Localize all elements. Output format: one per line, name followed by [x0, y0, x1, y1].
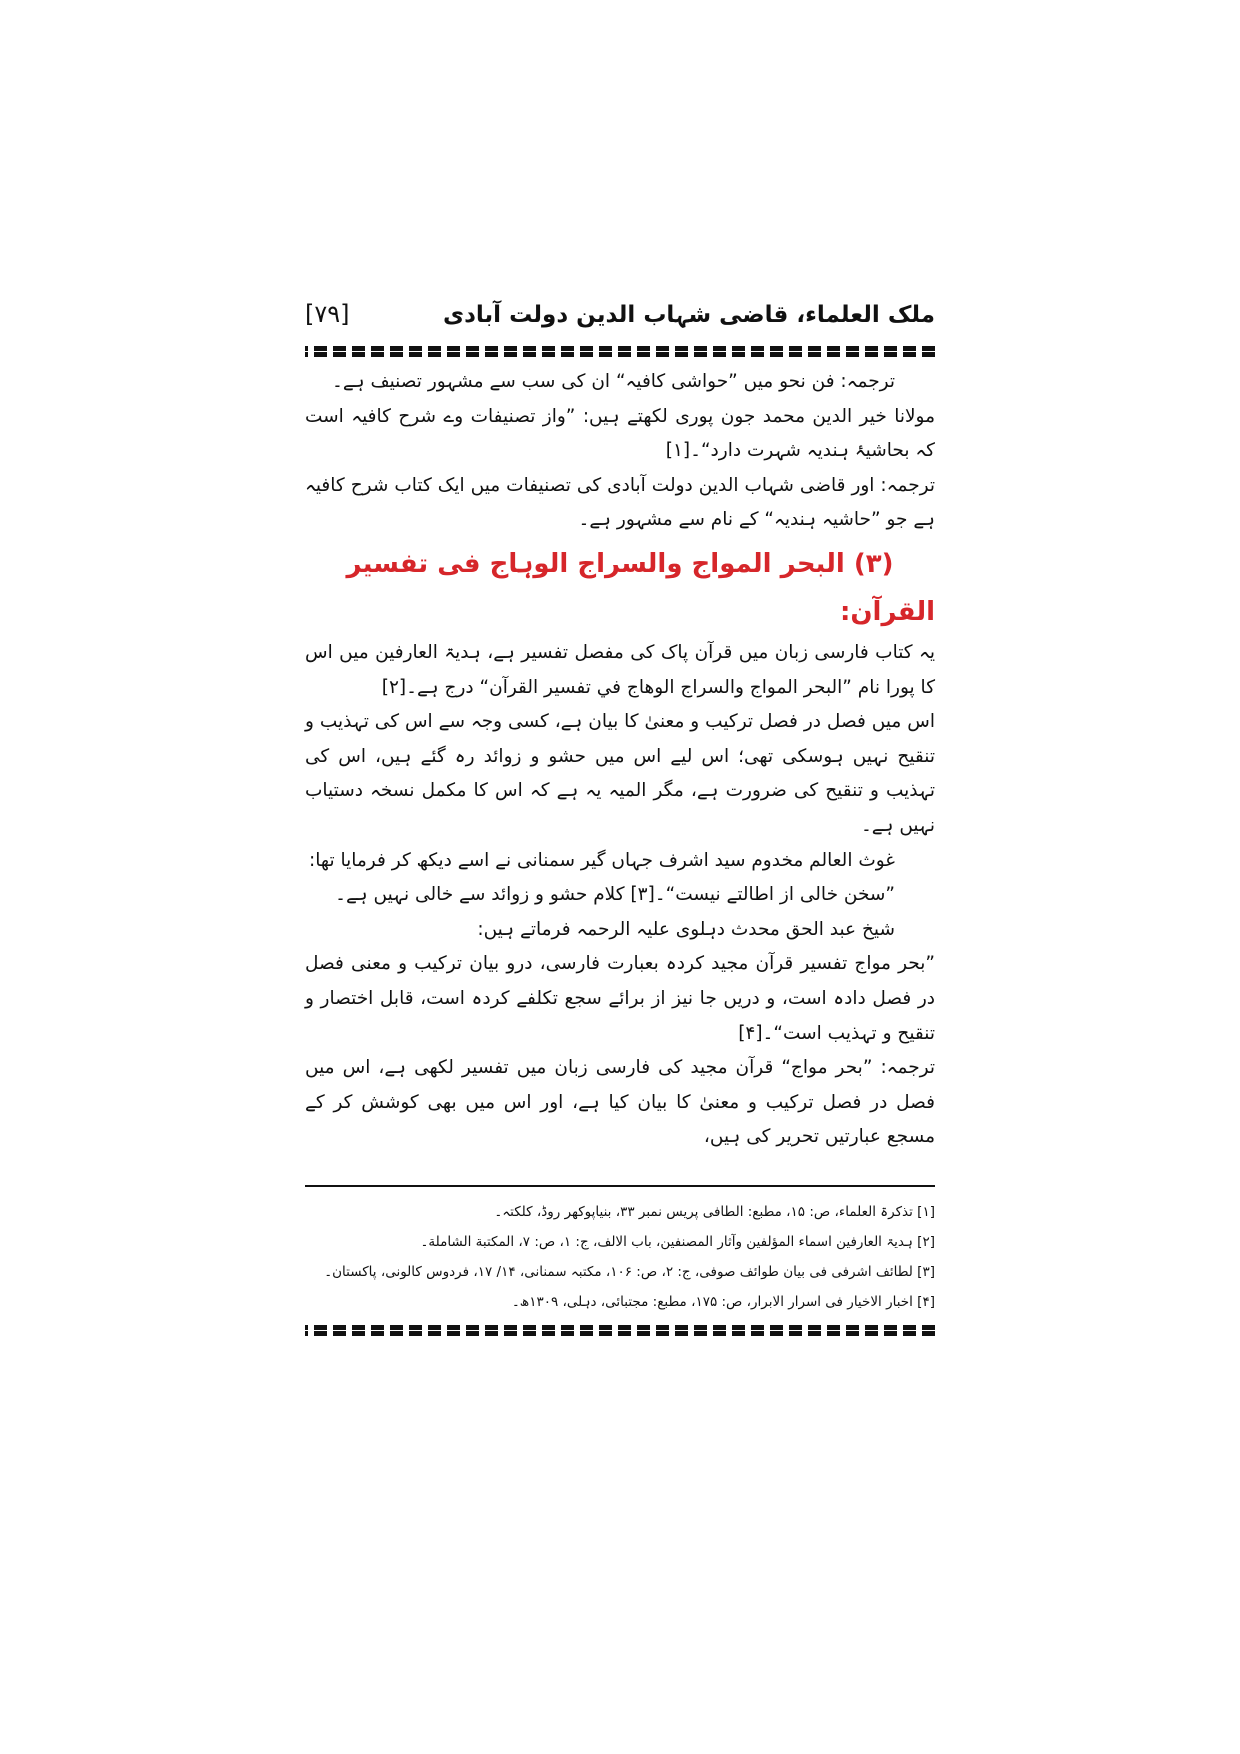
- paragraph-7: ”سخن خالی از اطالتے نیست“۔[۳] کلام حشو و زوائد سے خالی نہیں ہے۔: [335, 884, 895, 906]
- header-dashed-rule: [305, 346, 935, 357]
- page: [305, 300, 935, 1336]
- paragraph-8: شیخ عبد الحق محدث دہلوی علیہ الرحمہ فرماتے ہیں:: [477, 918, 895, 940]
- paragraph-9: ”بحر مواج تفسیر قرآن مجید کردہ بعبارت فارسی، درو بیان ترکیب و معنی فصل در فصل دادہ است، و دریں جا نیز از برائے سجع تکلفے کردہ است، قابل اختصار و تنقیح و تہذیب است“۔[۴]: [305, 953, 935, 1044]
- section-heading: (۳) البحر المواج والسراج الوہاج فی تفسیر القرآن:: [346, 548, 935, 627]
- footnote-1: [۱] تذکرۃ العلماء، ص: ۱۵، مطبع: الطافی پریس نمبر ۳۳، بنیاپوکھر روڈ، کلکتہ۔: [494, 1203, 935, 1220]
- body-text: [305, 365, 935, 1155]
- footnote-separator: [305, 1185, 935, 1187]
- paragraph-5: اس میں فصل در فصل ترکیب و معنیٰ کا بیان ہے، کسی وجہ سے اس کی تہذیب و تنقیح نہیں ہوسکی تھی؛ اس لیے اس میں حشو و زوائد رہ گئے ہیں، اس کی تہذیب و تنقیح کی ضرورت ہے، مگر المیہ یہ ہے کہ اس کا مکمل نسخہ دستیاب نہیں ہے۔: [305, 711, 935, 836]
- paragraph-1: ترجمہ: فن نحو میں ”حواشی کافیہ“ ان کی سب سے مشہور تصنیف ہے۔: [332, 371, 895, 392]
- paragraph-10: ترجمہ: ”بحر مواج“ قرآن مجید کی فارسی زبان میں تفسیر لکھی ہے، اس میں فصل در فصل ترکیب و معنیٰ کا بیان کیا ہے، اور اس میں بھی کوشش کر کے مسجع عبارتیں تحریر کی ہیں،: [305, 1057, 935, 1148]
- paragraph-4: یہ کتاب فارسی زبان میں قرآن پاک کی مفصل تفسیر ہے، ہدیۃ العارفین میں اس کا پورا نام ”البحر المواج والسراج الوهاج في تفسير القرآن“ درج ہے۔[۲]: [305, 641, 935, 698]
- footnote-3: [۳] لطائف اشرفی فی بیان طوائف صوفی، ج: ۲، ص: ۱۰۶، مکتبہ سمنانی، ۱۴/ ۱۷، فردوس کالونی، پاکستان۔: [324, 1263, 935, 1280]
- footer-dashed-rule: [305, 1325, 935, 1336]
- page-number: [۷۹]: [305, 300, 350, 328]
- paragraph-2: مولانا خیر الدین محمد جون پوری لکھتے ہیں: ”واز تصنیفات وے شرح کافیہ است کہ بحاشیۂ ہندیہ شہرت دارد“۔[۱]: [305, 405, 935, 462]
- footnotes: [305, 1197, 935, 1317]
- footnote-4: [۴] اخبار الاخیار فی اسرار الابرار، ص: ۱۷۵، مطبع: مجتبائی، دہلی، ۱۳۰۹ھ۔: [511, 1293, 935, 1310]
- running-header: [305, 300, 935, 346]
- paragraph-3: ترجمہ: اور قاضی شہاب الدین دولت آبادی کی تصنیفات میں ایک کتاب شرح کافیہ ہے جو ”حاشیہ ہندیہ“ کے نام سے مشہور ہے۔: [305, 474, 935, 531]
- header-title: ملک العلماء، قاضی شہاب الدین دولت آبادی: [443, 302, 935, 328]
- footnote-2: [۲] ہدیۃ العارفین اسماء المؤلفین وآثار المصنفین، باب الالف، ج: ۱، ص: ۷، المكتبة الشاملة۔: [420, 1233, 935, 1250]
- paragraph-6: غوث العالم مخدوم سید اشرف جہاں گیر سمنانی نے اسے دیکھ کر فرمایا تھا:: [309, 849, 895, 871]
